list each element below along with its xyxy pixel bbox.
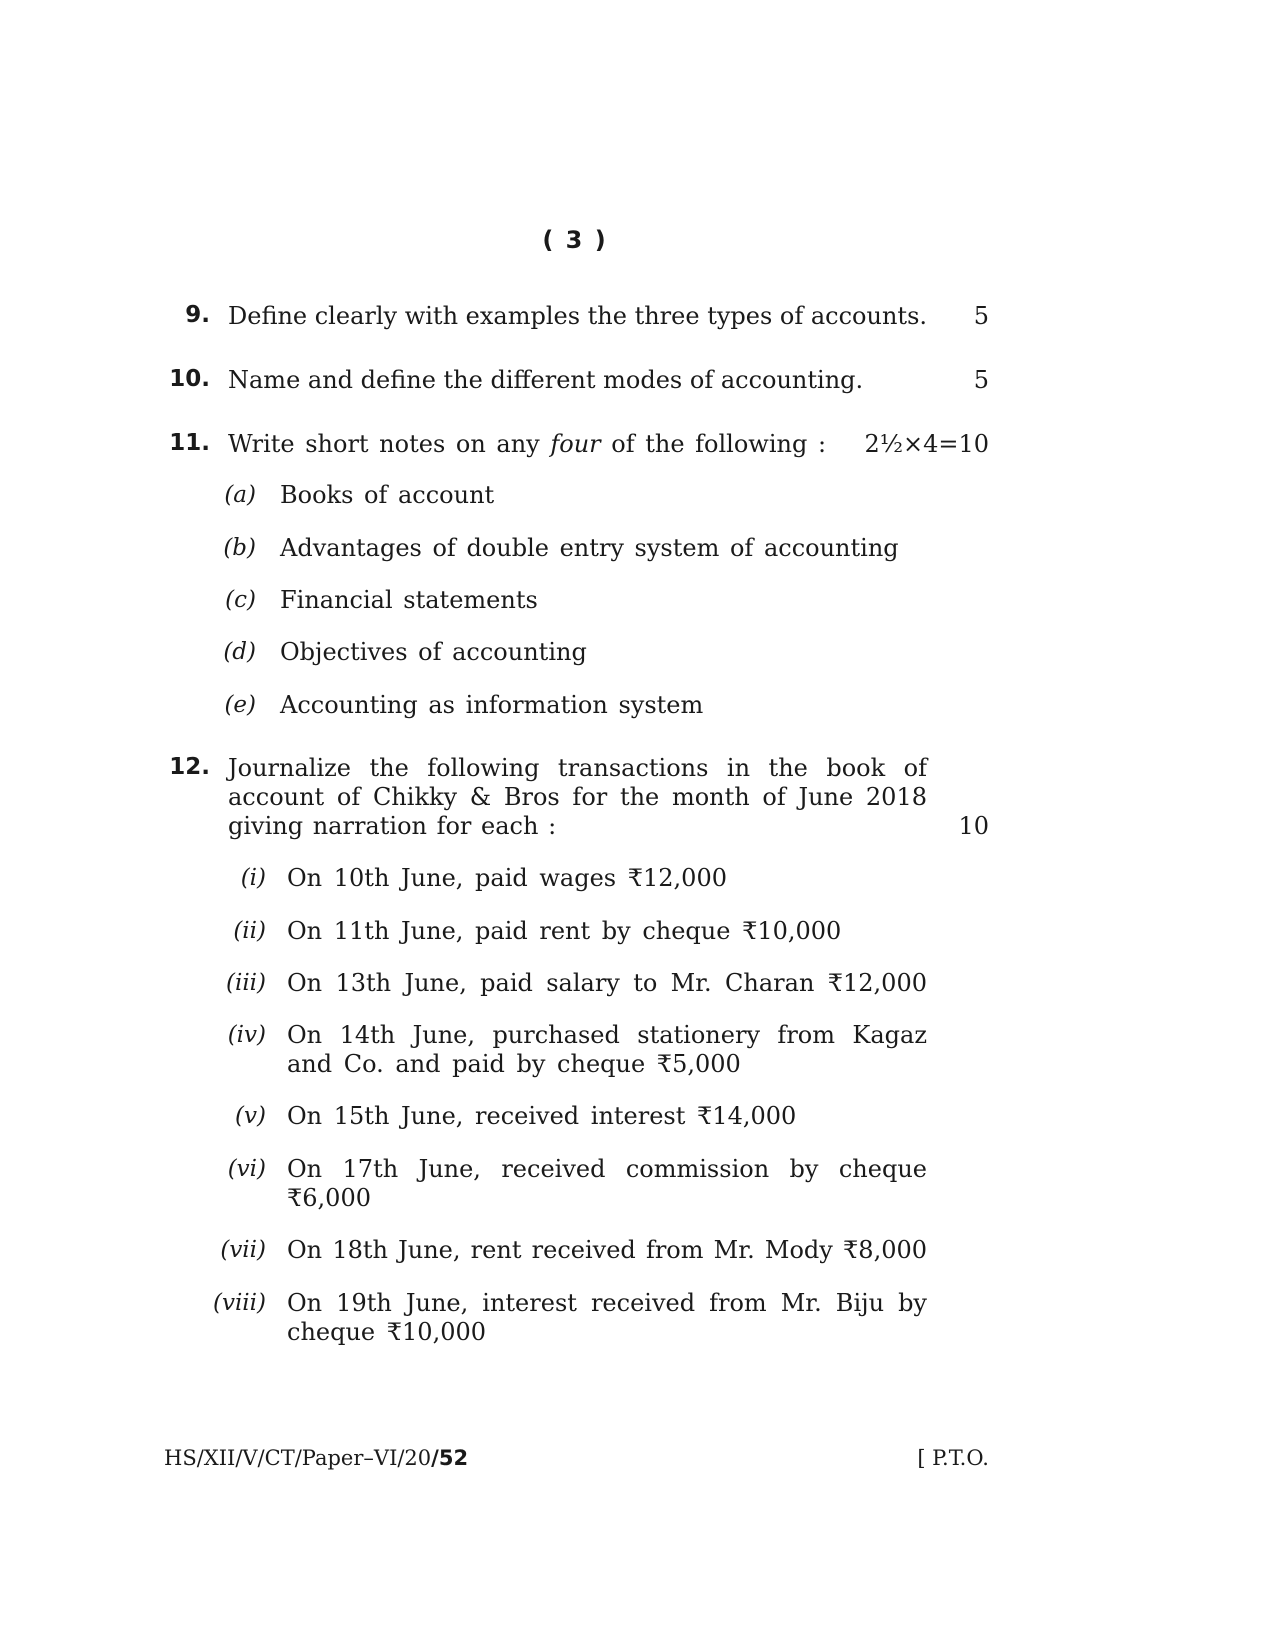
question-number: 11. [169, 430, 210, 456]
pto-marker: [ P.T.O. [917, 1446, 989, 1470]
sub-item-text-line: On 14th June, purchased stationery from Kagaz [287, 1021, 927, 1049]
sub-item-text: Advantages of double entry system of accounting [280, 534, 899, 562]
sub-item-text-line: ₹6,000 [287, 1184, 371, 1212]
paper-code: HS/XII/V/CT/Paper–VI/20/52 [164, 1446, 469, 1470]
sub-item-text-line: and Co. and paid by cheque ₹5,000 [287, 1050, 741, 1078]
sub-item-text: On 13th June, paid salary to Mr. Charan ₹12,000 [287, 969, 927, 997]
sub-item-label: (iii) [225, 970, 266, 996]
question-text: Define clearly with examples the three types of accounts. [228, 302, 928, 330]
question-marks: 10 [958, 812, 989, 840]
sub-item-label: (iv) [227, 1022, 266, 1048]
sub-item-label: (vii) [220, 1237, 266, 1263]
question-marks: 2½×4=10 [864, 430, 989, 458]
question-number: 12. [169, 754, 210, 780]
sub-item-text-line: On 17th June, received commission by cheque [287, 1155, 927, 1183]
page-number: ( 3 ) [542, 226, 608, 254]
sub-item-label: (vi) [227, 1156, 266, 1182]
sub-item-text: On 10th June, paid wages ₹12,000 [287, 864, 727, 892]
sub-item-text: On 11th June, paid rent by cheque ₹10,000 [287, 917, 842, 945]
sub-item-text: Financial statements [280, 586, 538, 614]
sub-item-label: (b) [223, 535, 256, 561]
sub-item-text: On 18th June, rent received from Mr. Mody ₹8,000 [287, 1236, 927, 1264]
question-marks: 5 [973, 366, 989, 394]
sub-item-text: Books of account [280, 481, 495, 509]
question-number: 10. [169, 366, 210, 392]
sub-item-label: (e) [224, 692, 256, 718]
sub-item-label: (v) [235, 1103, 266, 1129]
sub-item-text: Objectives of accounting [280, 638, 587, 666]
sub-item-label: (c) [225, 587, 256, 613]
sub-item-text: Accounting as information system [280, 691, 704, 719]
sub-item-label: (i) [240, 865, 266, 891]
sub-item-label: (a) [224, 482, 256, 508]
question-marks: 5 [973, 302, 989, 330]
sub-item-label: (ii) [233, 918, 266, 944]
sub-item-text: On 15th June, received interest ₹14,000 [287, 1102, 797, 1130]
question-text-line: account of Chikky & Bros for the month of June 2018 [228, 783, 927, 811]
question-text-line: giving narration for each : [228, 812, 557, 840]
sub-item-label: (viii) [212, 1290, 266, 1316]
sub-item-text-line: cheque ₹10,000 [287, 1318, 486, 1346]
question-text: Write short notes on any four of the following : [228, 430, 827, 458]
sub-item-label: (d) [223, 639, 256, 665]
question-text-line: Journalize the following transactions in the book of [228, 754, 927, 782]
sub-item-text-line: On 19th June, interest received from Mr. Biju by [287, 1289, 927, 1317]
question-text: Name and define the different modes of accounting. [228, 366, 864, 394]
question-number: 9. [185, 302, 210, 328]
